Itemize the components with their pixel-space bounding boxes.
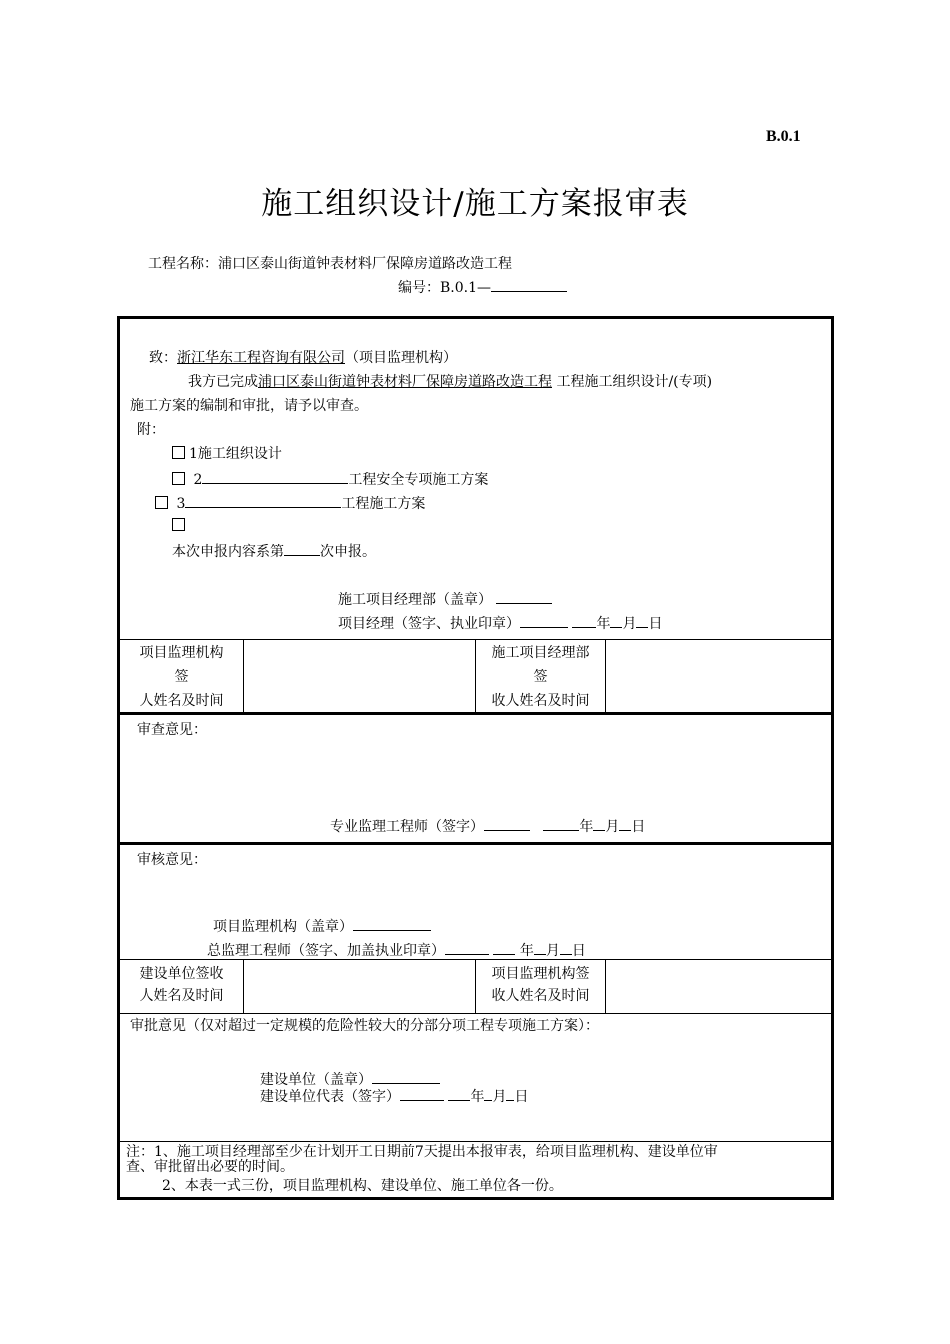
receipt1-right-line2: 签 bbox=[533, 669, 548, 685]
audit-chief-line bbox=[207, 940, 586, 960]
form-number-field[interactable] bbox=[491, 277, 567, 292]
form-number-label: 编号：B.0.1— bbox=[398, 280, 492, 296]
note-1b: 查、审批留出必要的时间。 bbox=[126, 1159, 294, 1175]
body-project: 浦口区泰山街道钟表材料厂保障房道路改造工程 bbox=[258, 374, 552, 390]
checkbox[interactable] bbox=[172, 446, 185, 459]
attachment-item-2 bbox=[172, 469, 488, 489]
item1-label: 1施工组织设计 bbox=[189, 446, 282, 462]
receipt2-right-label bbox=[476, 963, 605, 1007]
receipt1-left-line2: 签 bbox=[174, 669, 189, 685]
to-label: 致： bbox=[149, 350, 177, 366]
year-label: 年 bbox=[596, 616, 611, 632]
audit-chief-blank[interactable] bbox=[445, 940, 489, 955]
divider bbox=[605, 639, 606, 712]
item2-label: 工程安全专项施工方案 bbox=[348, 472, 489, 488]
day-blank[interactable] bbox=[636, 613, 648, 628]
body-prefix: 我方已完成 bbox=[188, 374, 258, 390]
year-blank[interactable] bbox=[448, 1086, 470, 1101]
receipt2-left-line2: 人姓名及时间 bbox=[139, 988, 224, 1004]
item2-blank[interactable] bbox=[202, 469, 348, 484]
item3-num: 3 bbox=[176, 496, 186, 512]
audit-chief-label: 总监理工程师（签字、加盖执业印章） bbox=[207, 943, 445, 959]
year-label: 年 bbox=[579, 819, 594, 835]
receipt1-right-line3: 收人姓名及时间 bbox=[491, 693, 590, 709]
receipt2-left-label bbox=[120, 963, 243, 1007]
day-label: 日 bbox=[571, 943, 586, 959]
submit-count-line bbox=[172, 541, 376, 561]
approval-label: 审批意见（仅对超过一定规模的危险性较大的分部分项工程专项施工方案）： bbox=[130, 1018, 599, 1034]
divider bbox=[120, 1141, 831, 1142]
receipt1-left-line3: 人姓名及时间 bbox=[139, 693, 224, 709]
item3-label: 工程施工方案 bbox=[341, 496, 426, 512]
divider bbox=[120, 842, 831, 845]
month-label: 月 bbox=[605, 819, 620, 835]
divider bbox=[120, 1013, 831, 1014]
receipt1-left-label bbox=[120, 641, 243, 713]
body-line-2: 施工方案的编制和审批，请予以审查。 bbox=[130, 398, 368, 414]
submit-prefix: 本次申报内容系第 bbox=[172, 544, 284, 560]
dept-label: 施工项目经理部（盖章） bbox=[338, 592, 492, 608]
day-label: 日 bbox=[514, 1089, 529, 1105]
month-blank[interactable] bbox=[593, 816, 605, 831]
project-name: 浦口区泰山街道钟表材料厂保障房道路改造工程 bbox=[218, 256, 512, 272]
approval-unit-label: 建设单位（盖章） bbox=[260, 1072, 372, 1088]
month-blank[interactable] bbox=[610, 613, 622, 628]
month-label: 月 bbox=[545, 943, 560, 959]
day-label: 日 bbox=[648, 616, 663, 632]
receipt2-left-line1: 建设单位签收 bbox=[139, 966, 224, 982]
dept-seal-line bbox=[338, 589, 552, 609]
year-label: 年 bbox=[519, 943, 534, 959]
receipt1-right-label bbox=[476, 641, 605, 713]
submit-suffix: 次申报。 bbox=[320, 544, 376, 560]
year-blank[interactable] bbox=[493, 940, 515, 955]
supervisor-org: 浙江华东工程咨询有限公司 bbox=[177, 350, 345, 366]
body-suffix: 工程施工组织设计/(专项) bbox=[556, 374, 713, 390]
approval-seal-blank[interactable] bbox=[372, 1069, 440, 1084]
to-suffix: （项目监理机构） bbox=[345, 350, 457, 366]
manager-sign-blank[interactable] bbox=[520, 613, 568, 628]
form-table bbox=[117, 316, 834, 1200]
attachment-item-3 bbox=[155, 493, 425, 513]
form-code: B.0.1 bbox=[766, 128, 801, 145]
receipt2-right-line1: 项目监理机构签 bbox=[491, 966, 590, 982]
note-1a: 注：1、施工项目经理部至少在计划开工日期前7天提出本报审表，给项目监理机构、建设单位审 bbox=[126, 1144, 718, 1160]
day-blank[interactable] bbox=[619, 816, 631, 831]
approval-rep-blank[interactable] bbox=[400, 1086, 444, 1101]
page-title: 施工组织设计/施工方案报审表 bbox=[261, 186, 689, 222]
audit-label: 审核意见： bbox=[137, 852, 207, 868]
checkbox[interactable] bbox=[155, 496, 168, 509]
audit-org-label: 项目监理机构（盖章） bbox=[213, 919, 353, 935]
day-label: 日 bbox=[631, 819, 646, 835]
review-sign-line bbox=[330, 816, 645, 836]
divider bbox=[243, 639, 244, 712]
note-2: 2、本表一式三份，项目监理机构、建设单位、施工单位各一份。 bbox=[162, 1178, 563, 1194]
dept-seal-blank[interactable] bbox=[496, 589, 552, 604]
checkbox[interactable] bbox=[172, 518, 185, 531]
attach-label: 附： bbox=[137, 422, 165, 438]
item2-num: 2 bbox=[193, 472, 203, 488]
attachment-item-4 bbox=[172, 517, 189, 535]
form-number-line bbox=[398, 277, 567, 297]
body-line-1 bbox=[188, 373, 712, 391]
submit-count-blank[interactable] bbox=[284, 541, 320, 556]
audit-seal-blank[interactable] bbox=[353, 916, 431, 931]
year-blank[interactable] bbox=[543, 816, 579, 831]
review-engineer-label: 专业监理工程师（签字） bbox=[330, 819, 484, 835]
manager-sign-line bbox=[338, 613, 662, 633]
month-blank[interactable] bbox=[534, 940, 546, 955]
receipt1-right-line1: 施工项目经理部 bbox=[491, 645, 590, 661]
month-label: 月 bbox=[492, 1089, 507, 1105]
day-blank[interactable] bbox=[560, 940, 572, 955]
project-label: 工程名称： bbox=[148, 256, 218, 272]
divider bbox=[605, 959, 606, 1013]
checkbox[interactable] bbox=[172, 472, 185, 485]
year-label: 年 bbox=[470, 1089, 485, 1105]
manager-label: 项目经理（签字、执业印章） bbox=[338, 616, 520, 632]
review-sign-blank[interactable] bbox=[484, 816, 530, 831]
year-blank[interactable] bbox=[572, 613, 596, 628]
divider bbox=[243, 959, 244, 1013]
project-name-line bbox=[148, 253, 512, 273]
approval-rep-label: 建设单位代表（签字） bbox=[260, 1089, 400, 1105]
receipt2-right-line2: 收人姓名及时间 bbox=[491, 988, 590, 1004]
review-label: 审查意见： bbox=[137, 722, 207, 738]
attachment-item-1 bbox=[172, 445, 282, 463]
addressee-line bbox=[149, 349, 457, 367]
approval-rep-line bbox=[260, 1086, 528, 1106]
item3-blank[interactable] bbox=[185, 493, 341, 508]
audit-org-line bbox=[213, 916, 431, 936]
month-label: 月 bbox=[622, 616, 637, 632]
receipt1-left-line1: 项目监理机构 bbox=[139, 645, 224, 661]
